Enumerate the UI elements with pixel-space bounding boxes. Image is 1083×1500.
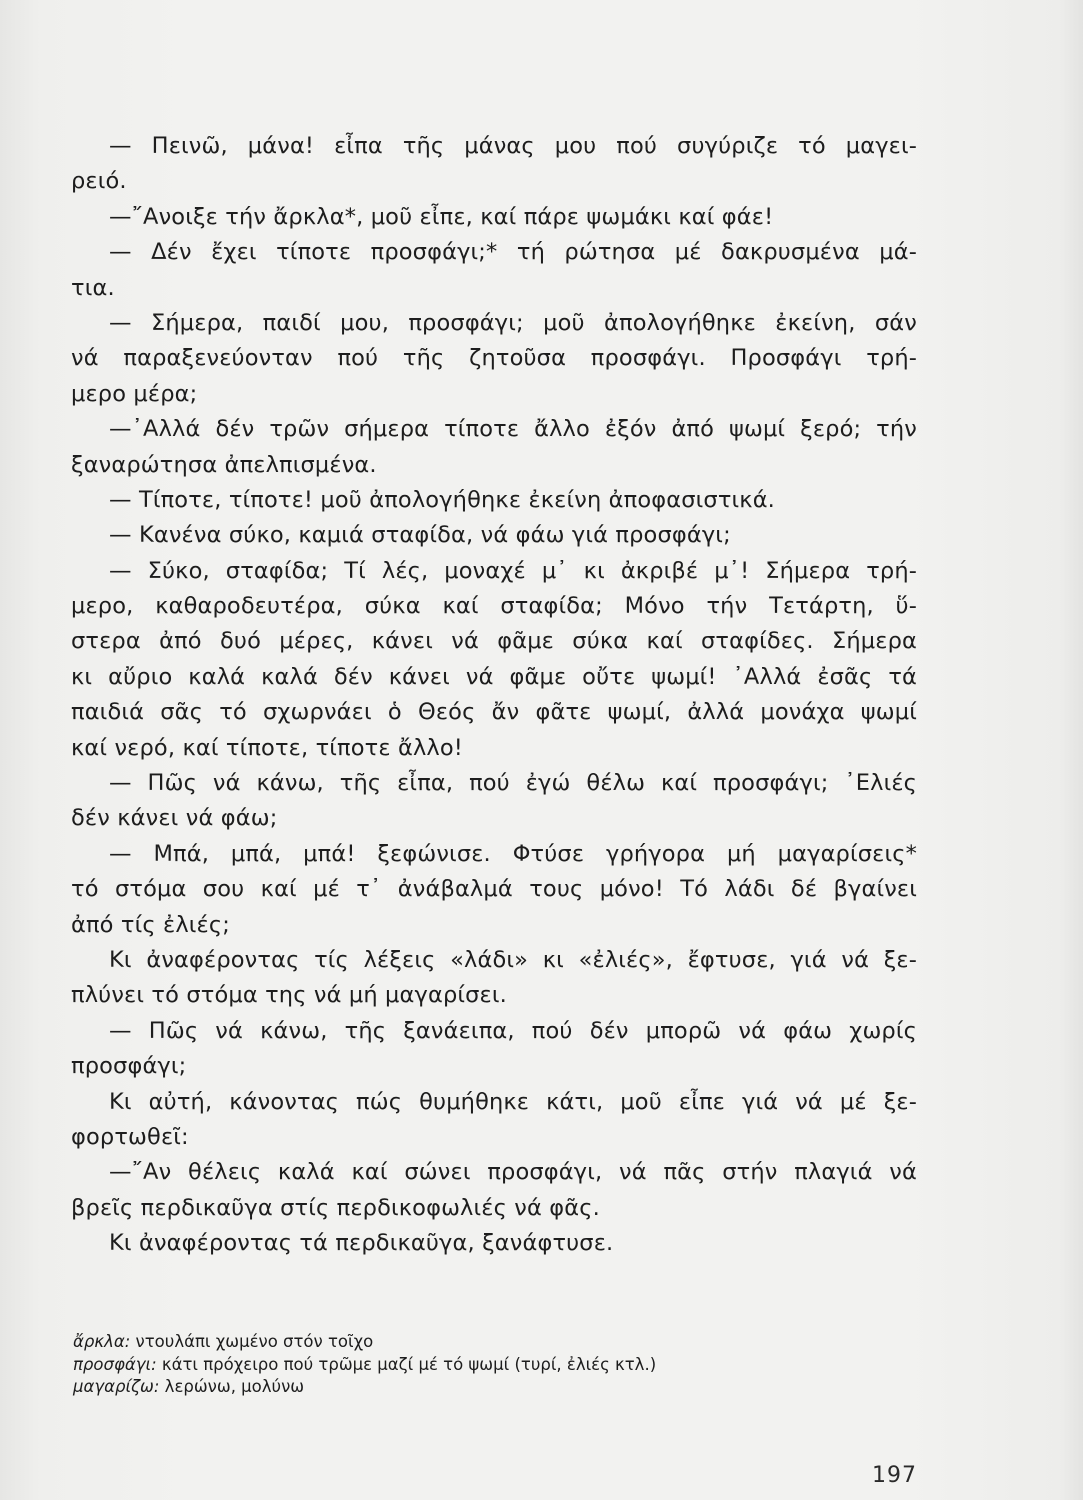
text-line: — Πεινῶ, μάνα! εἶπα τῆς μάνας μου πού συγύριζε τό μαγει- xyxy=(109,133,917,159)
footnotes xyxy=(73,1331,873,1399)
text-line: νά παραξενεύονταν πού τῆς ζητοῦσα προσφάγι. Προσφάγι τρή- xyxy=(71,345,917,372)
text-line: φορτωθεῖ: xyxy=(71,1123,189,1150)
text-line: μερο, καθαροδευτέρα, σύκα καί σταφίδα; Μόνο τήν Τετάρτη, ὕ- xyxy=(71,593,917,620)
text-line: Κι ἀναφέροντας τίς λέξεις «λάδι» κι «ἐλιές», ἔφτυσε, γιά νά ξε- xyxy=(109,946,917,973)
footnote xyxy=(73,1331,873,1354)
footnote xyxy=(73,1376,873,1399)
text-line: στερα ἀπό δυό μέρες, κάνει νά φᾶμε σύκα καί σταφίδες. Σήμερα xyxy=(71,628,917,655)
text-line: Κι αὐτή, κάνοντας πώς θυμήθηκε κάτι, μοῦ εἶπε γιά νά μέ ξε- xyxy=(109,1088,917,1115)
text-line: τό στόμα σου καί μέ τ᾿ ἀνάβαλμά τους μόνο! Τό λάδι δέ βγαίνει xyxy=(71,876,917,903)
text-line: μερο μέρα; xyxy=(71,380,198,407)
text-line: ρειό. xyxy=(71,168,127,195)
footnote-term: μαγαρίζω: xyxy=(73,1377,160,1396)
page-number: 197 xyxy=(872,1463,917,1488)
footnote-definition: λερώνω, μολύνω xyxy=(159,1377,305,1396)
text-line: —῎Ανοιξε τήν ἄρκλα*, μοῦ εἶπε, καί πάρε ψωμάκι καί φάε! xyxy=(109,203,774,230)
text-line: — Κανένα σύκο, καμιά σταφίδα, νά φάω γιά προσφάγι; xyxy=(109,522,731,549)
text-line: πλύνει τό στόμα της νά μή μαγαρίσει. xyxy=(71,982,507,1009)
text-line: —῎Αν θέλεις καλά καί σώνει προσφάγι, νά πᾶς στήν πλαγιά νά xyxy=(109,1159,917,1186)
text-line: τια. xyxy=(71,274,115,301)
text-line: ξαναρώτησα ἀπελπισμένα. xyxy=(71,451,377,478)
text-line: παιδιά σᾶς τό σχωρνάει ὁ Θεός ἄν φᾶτε ψωμί, ἀλλά μονάχα ψωμί xyxy=(71,699,917,726)
text-line: προσφάγι; xyxy=(71,1053,187,1080)
footnote xyxy=(73,1354,873,1377)
text-line: — Σύκο, σταφίδα; Τί λές, μοναχέ μ᾿ κι ἀκριβέ μ᾿! Σήμερα τρή- xyxy=(109,557,917,584)
footnote-definition: ντουλάπι χωμένο στόν τοῖχο xyxy=(130,1332,374,1351)
footnote-term: προσφάγι: xyxy=(73,1354,157,1374)
text-line: ἀπό τίς ἐλιές; xyxy=(71,911,230,938)
text-line: — Σήμερα, παιδί μου, προσφάγι; μοῦ ἀπολογήθηκε ἐκείνη, σάν xyxy=(109,309,917,336)
text-line: — Μπά, μπά, μπά! ξεφώνισε. Φτύσε γρήγορα μή μαγαρίσεις* xyxy=(109,840,917,867)
text-line: Κι ἀναφέροντας τά περδικαῦγα, ξανάφτυσε. xyxy=(109,1230,614,1257)
footnote-definition: κάτι πρόχειρο πού τρῶμε μαζί μέ τό ψωμί (τυρί, ἐλιές κτλ.) xyxy=(156,1354,657,1374)
text-line: — Τίποτε, τίποτε! μοῦ ἀπολογήθηκε ἐκείνη ἀποφασιστικά. xyxy=(109,486,775,513)
text-line: βρεῖς περδικαῦγα στίς περδικοφωλιές νά φᾶς. xyxy=(71,1194,600,1221)
text-line: δέν κάνει νά φάω; xyxy=(71,805,278,832)
text-line: — Πῶς νά κάνω, τῆς εἶπα, πού ἐγώ θέλω καί προσφάγι; ᾿Ελιές xyxy=(109,770,917,797)
text-line: — Πῶς νά κάνω, τῆς ξανάειπα, πού δέν μπορῶ νά φάω χωρίς xyxy=(109,1017,917,1044)
text-line: καί νερό, καί τίποτε, τίποτε ἄλλο! xyxy=(71,734,463,761)
body-text xyxy=(71,129,917,1262)
text-line: —᾿Αλλά δέν τρῶν σήμερα τίποτε ἄλλο ἐξόν ἀπό ψωμί ξερό; τήν xyxy=(109,416,917,443)
footnote-term: ἄρκλα: xyxy=(73,1332,131,1351)
text-line: — Δέν ἔχει τίποτε προσφάγι;* τή ρώτησα μέ δακρυσμένα μά- xyxy=(109,239,917,266)
text-line: κι αὔριο καλά καλά δέν κάνει νά φᾶμε οὔτε ψωμί! ᾿Αλλά ἐσᾶς τά xyxy=(71,663,917,690)
